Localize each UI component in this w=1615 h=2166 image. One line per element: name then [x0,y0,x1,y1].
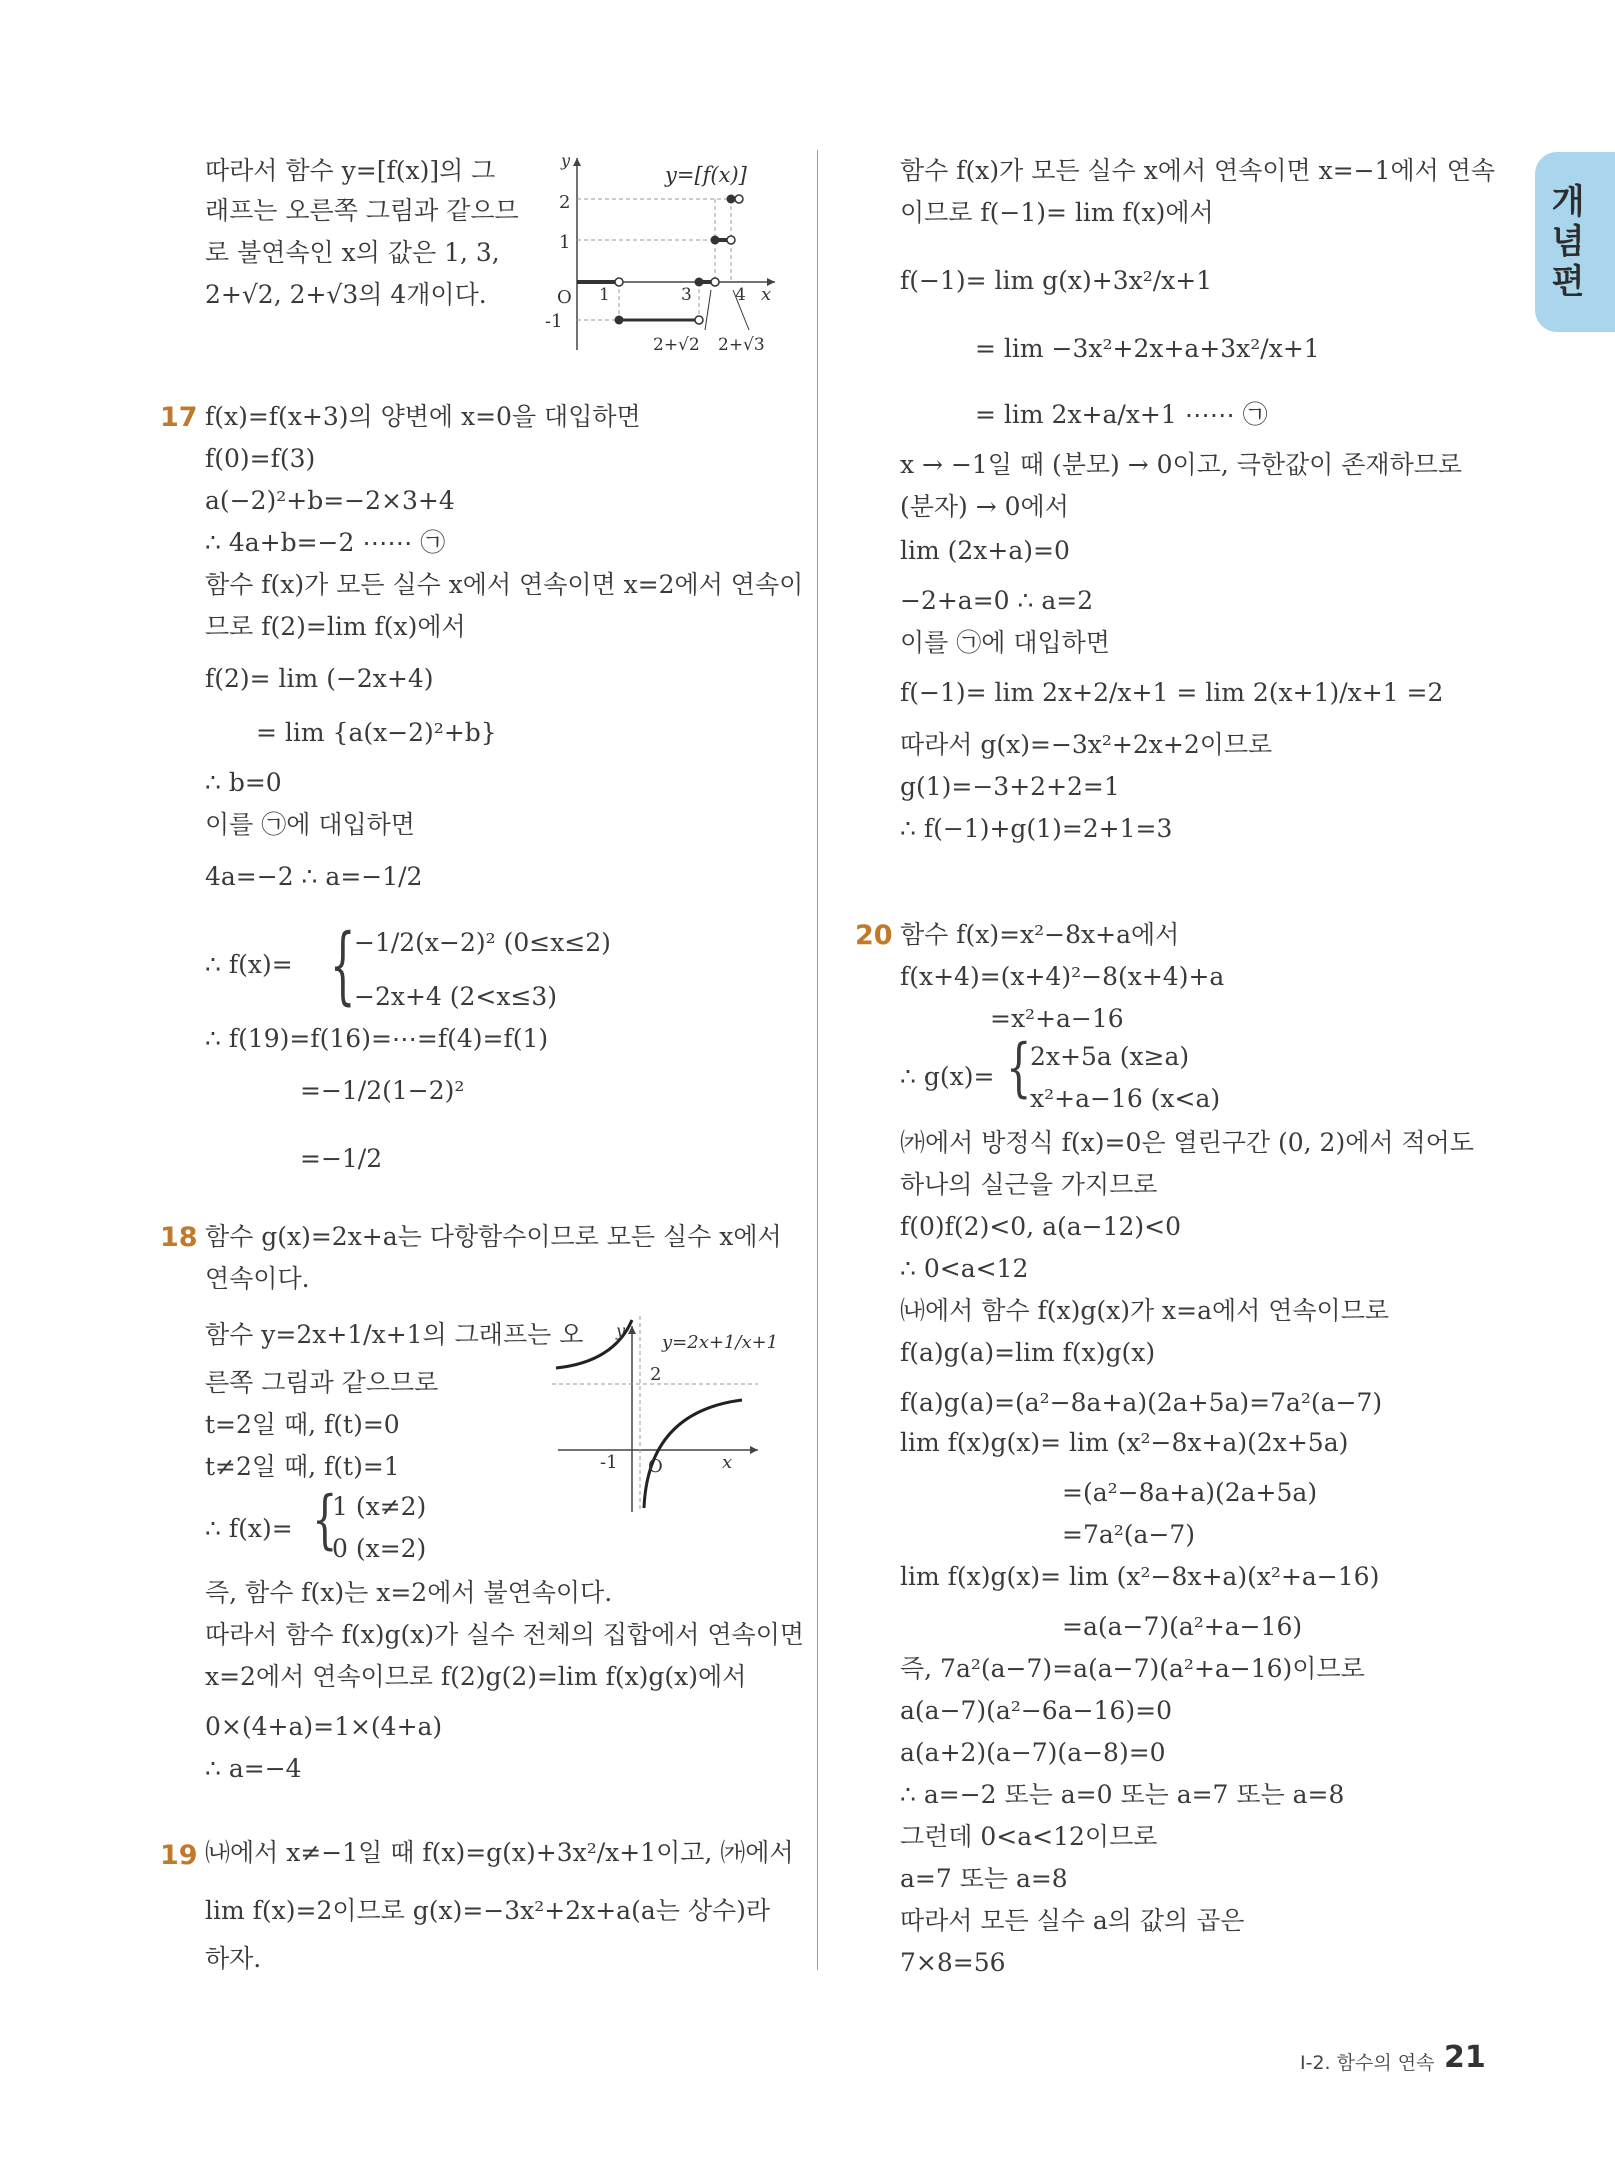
text-line: 므로 f(2)=lim f(x)에서 [205,612,466,641]
graph1-bottom-label: 2+√3 [718,335,765,355]
text-line: = lim {a(x−2)²+b} [256,718,497,747]
text-line: t=2일 때, f(t)=0 [205,1410,400,1439]
text-line: 그런데 0<a<12이므로 [900,1822,1158,1851]
text-line: a(a−7)(a²−6a−16)=0 [900,1696,1172,1725]
text-line: 함수 f(x)가 모든 실수 x에서 연속이면 x=−1에서 연속 [900,156,1496,185]
text-line: t≠2일 때, f(t)=1 [205,1452,400,1481]
text-line: 이를 ㉠에 대입하면 [205,810,415,839]
graph2-xaxis: x [722,1452,733,1473]
brace: { [1006,1031,1032,1105]
brace: { [330,917,356,1015]
text-line: a(−2)²+b=−2×3+4 [205,486,455,515]
text-line: 2x+5a (x≥a) [1030,1042,1190,1071]
text-line: 따라서 g(x)=−3x²+2x+2이므로 [900,730,1273,759]
text-line: ∴ b=0 [205,768,282,797]
text-line: (분자) → 0에서 [900,492,1069,521]
text-line: 0×(4+a)=1×(4+a) [205,1712,443,1741]
text-line: 따라서 모든 실수 a의 값의 곱은 [900,1906,1245,1935]
text-line: lim f(x)g(x)= lim (x²−8x+a)(x²+a−16) [900,1562,1380,1591]
text-line: f(a)g(a)=lim f(x)g(x) [900,1338,1156,1367]
text-line: 4a=−2 ∴ a=−1/2 [205,862,423,891]
text-line: f(x)=f(x+3)의 양변에 x=0을 대입하면 [205,402,641,431]
graph2-yaxis: y [616,1321,626,1340]
text-line: a=7 또는 a=8 [900,1864,1068,1893]
graph1-ylabel: 1 [559,232,571,253]
problem-number: 18 [160,1222,198,1253]
text-line: 따라서 함수 y=[f(x)]의 그 [205,156,496,185]
text-line: 함수 y=2x+1/x+1의 그래프는 오 [205,1320,584,1349]
text-line: ∴ a=−4 [205,1754,302,1783]
step-function-graph [535,150,785,362]
text-line: f(2)= lim (−2x+4) [205,664,434,693]
text-line: x=2에서 연속이므로 f(2)g(2)=lim f(x)g(x)에서 [205,1662,747,1691]
text-line: ∴ f(−1)+g(1)=2+1=3 [900,814,1173,843]
problem-number: 17 [160,402,198,433]
text-line: 함수 f(x)가 모든 실수 x에서 연속이면 x=2에서 연속이 [205,570,804,599]
text-line: 래프는 오른쪽 그림과 같으므 [205,196,519,225]
text-line: a(a+2)(a−7)(a−8)=0 [900,1738,1166,1767]
text-line: =−1/2(1−2)² [300,1076,465,1105]
problem-number: 19 [160,1840,198,1871]
text-line: 1 (x≠2) [332,1492,427,1521]
graph1-title: y=[f(x)] [665,163,747,187]
text-line: ∴ f(x)= [205,950,293,979]
graph1-yaxis: y [561,151,571,170]
text-line: −1/2(x−2)² (0≤x≤2) [354,928,611,957]
column-divider [817,150,818,1970]
text-line: ㈏에서 함수 f(x)g(x)가 x=a에서 연속이므로 [900,1296,1390,1325]
text-line: 이므로 f(−1)= lim f(x)에서 [900,198,1214,227]
text-line: 2+√2, 2+√3의 4개이다. [205,280,487,309]
text-line: 로 불연속인 x의 값은 1, 3, [205,238,500,267]
text-line: −2x+4 (2<x≤3) [354,982,558,1011]
text-line: 즉, 7a²(a−7)=a(a−7)(a²+a−16)이므로 [900,1654,1365,1683]
graph1-xlabel: 4 [735,285,746,305]
graph1-origin: O [557,287,572,308]
text-line: g(1)=−3+2+2=1 [900,772,1120,801]
text-line: 즉, 함수 f(x)는 x=2에서 불연속이다. [205,1578,613,1607]
text-line: 연속이다. [205,1264,310,1293]
text-line: −2+a=0 ∴ a=2 [900,586,1094,615]
page-number: 21 [1444,2040,1486,2075]
text-line: 함수 f(x)=x²−8x+a에서 [900,920,1180,949]
text-line: ∴ 4a+b=−2 ⋯⋯ ㉠ [205,528,446,557]
side-tab-label: 개념편 [1551,182,1585,302]
text-line: 7×8=56 [900,1948,1006,1977]
text-line: = lim 2x+a/x+1 ⋯⋯ ㉠ [975,400,1268,429]
text-line: f(x+4)=(x+4)²−8(x+4)+a [900,962,1225,991]
text-line: 0 (x=2) [332,1534,427,1563]
graph2-ylabel: 2 [650,1364,662,1385]
graph1-xlabel: 3 [681,285,692,305]
text-line: f(0)f(2)<0, a(a−12)<0 [900,1212,1182,1241]
problem-number: 20 [855,920,893,951]
graph1-ylabel: -1 [545,311,563,332]
text-line: f(a)g(a)=(a²−8a+a)(2a+5a)=7a²(a−7) [900,1388,1383,1417]
text-line: =−1/2 [300,1144,383,1173]
text-line: ∴ f(x)= [205,1514,293,1543]
text-line: 하나의 실근을 가지므로 [900,1170,1158,1199]
text-line: x²+a−16 (x<a) [1030,1084,1221,1113]
text-line: 이를 ㉠에 대입하면 [900,628,1110,657]
brace: { [312,1483,338,1557]
text-line: lim (2x+a)=0 [900,536,1070,565]
graph1-xaxis: x [761,284,772,305]
footer-section: I-2. 함수의 연속 [1300,2052,1435,2074]
text-line: ∴ g(x)= [900,1062,995,1091]
text-line: = lim −3x²+2x+a+3x²/x+1 [975,334,1320,363]
text-line: ∴ 0<a<12 [900,1254,1029,1283]
text-line: 하자. [205,1944,262,1973]
text-line: f(−1)= lim g(x)+3x²/x+1 [900,266,1213,295]
graph2-origin: O [648,1456,663,1477]
text-line: ㈏에서 x≠−1일 때 f(x)=g(x)+3x²/x+1이고, ㈎에서 [205,1838,794,1867]
text-line: 따라서 함수 f(x)g(x)가 실수 전체의 집합에서 연속이면 [205,1620,805,1649]
text-line: lim f(x)g(x)= lim (x²−8x+a)(2x+5a) [900,1428,1349,1457]
text-line: f(0)=f(3) [205,444,316,473]
text-line: =(a²−8a+a)(2a+5a) [1062,1478,1318,1507]
graph1-xlabel: 1 [599,285,610,305]
graph2-title: y=2x+1/x+1 [662,1332,779,1353]
text-line: ∴ a=−2 또는 a=0 또는 a=7 또는 a=8 [900,1780,1345,1809]
text-line: ∴ f(19)=f(16)=⋯=f(4)=f(1) [205,1024,549,1053]
text-line: =x²+a−16 [990,1004,1124,1033]
text-line: =a(a−7)(a²+a−16) [1062,1612,1303,1641]
text-line: x → −1일 때 (분모) → 0이고, 극한값이 존재하므로 [900,450,1463,479]
text-line: 함수 g(x)=2x+a는 다항함수이므로 모든 실수 x에서 [205,1222,782,1251]
graph1-ylabel: 2 [559,192,571,213]
graph2-xlabel: -1 [600,1452,618,1473]
text-line: 른쪽 그림과 같으므로 [205,1368,439,1397]
text-line: f(−1)= lim 2x+2/x+1 = lim 2(x+1)/x+1 =2 [900,678,1444,707]
text-line: ㈎에서 방정식 f(x)=0은 열린구간 (0, 2)에서 적어도 [900,1128,1474,1157]
graph1-bottom-label: 2+√2 [653,335,700,355]
text-line: =7a²(a−7) [1062,1520,1196,1549]
text-line: lim f(x)=2이므로 g(x)=−3x²+2x+a(a는 상수)라 [205,1896,771,1925]
rational-function-graph [552,1316,782,1512]
